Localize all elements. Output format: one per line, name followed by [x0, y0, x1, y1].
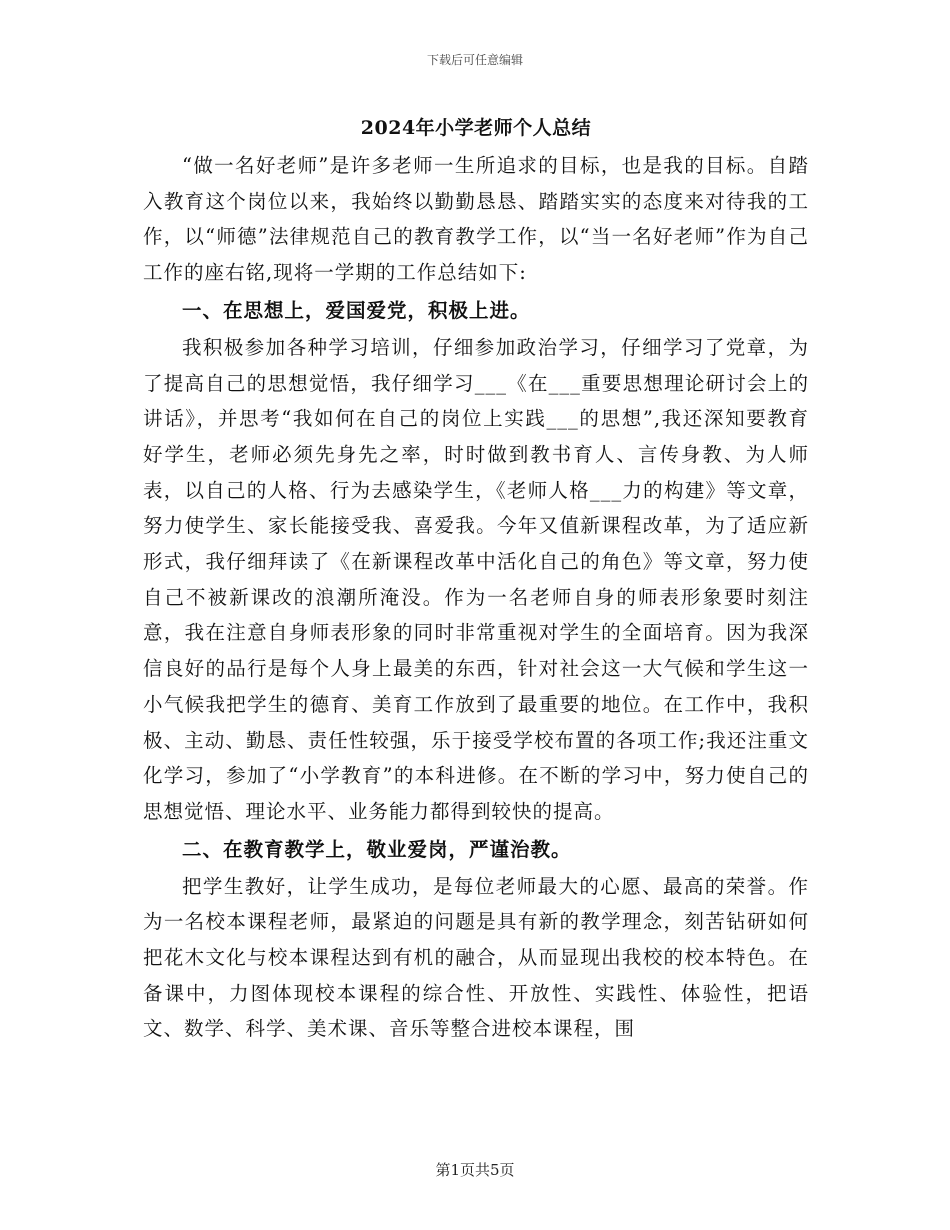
page-number-footer: 第1页共5页	[435, 1161, 515, 1179]
ideology-paragraph: 我积极参加各种学习培训，仔细参加政治学习，仔细学习了党章，为了提高自己的思想觉悟，我仔细学习___《在___重要思想理论研讨会上的讲话》，并思考“我如何在自己的岗位上实践___的思想”,我还深知要教育好学生，老师必须先身先之率，时时做到教书育人、言传身教、为人师表，以自己的人格、行为去感染学生，《老师人格___力的构建》等文章，努力使学生、家长能接受我、喜爱我。今年又值新课程改革，为了适应新形式，我仔细拜读了《在新课程改革中活化自己的角色》等文章，努力使自己不被新课改的浪潮所淹没。作为一名老师自身的师表形象要时刻注意，我在注意自身师表形象的同时非常重视对学生的全面培育。因为我深信良好的品行是每个人身上最美的东西，针对社会这一大气候和学生这一小气候我把学生的德育、美育工作放到了最重要的地位。在工作中，我积极、主动、勤恳、责任性较强，乐于接受学校布置的各项工作;我还注重文化学习，参加了“小学教育”的本科进修。在不断的学习中，努力使自己的思想觉悟、理论水平、业务能力都得到较快的提高。	[143, 335, 809, 823]
section-heading-teaching: 二、在教育教学上，敬业爱岗，严谨治教。	[182, 837, 572, 861]
teaching-paragraph: 把学生教好，让学生成功，是每位老师最大的心愿、最高的荣誉。作为一名校本课程老师，最紧迫的问题是具有新的教学理念，刻苦钻研如何把花木文化与校本课程达到有机的融合，从而显现出我校的校本特色。在备课中，力图体现校本课程的综合性、开放性、实践性、体验性，把语文、数学、科学、美术课、音乐等整合进校本课程，围	[143, 874, 809, 1041]
document-title: 2024年小学老师个人总结	[360, 117, 592, 139]
document-body	[143, 108, 809, 1047]
section-heading-ideology: 一、在思想上，爱国爱党，积极上进。	[182, 298, 531, 322]
page-header-note: 下载后可任意编辑	[426, 53, 523, 67]
intro-paragraph: “做一名好老师”是许多老师一生所追求的目标，也是我的目标。自踏入教育这个岗位以来，我始终以勤勤恳恳、踏踏实实的态度来对待我的工作，以“师德”法律规范自己的教育教学工作，以“当一名好老师”作为自己工作的座右铭,现将一学期的工作总结如下:	[143, 154, 809, 285]
